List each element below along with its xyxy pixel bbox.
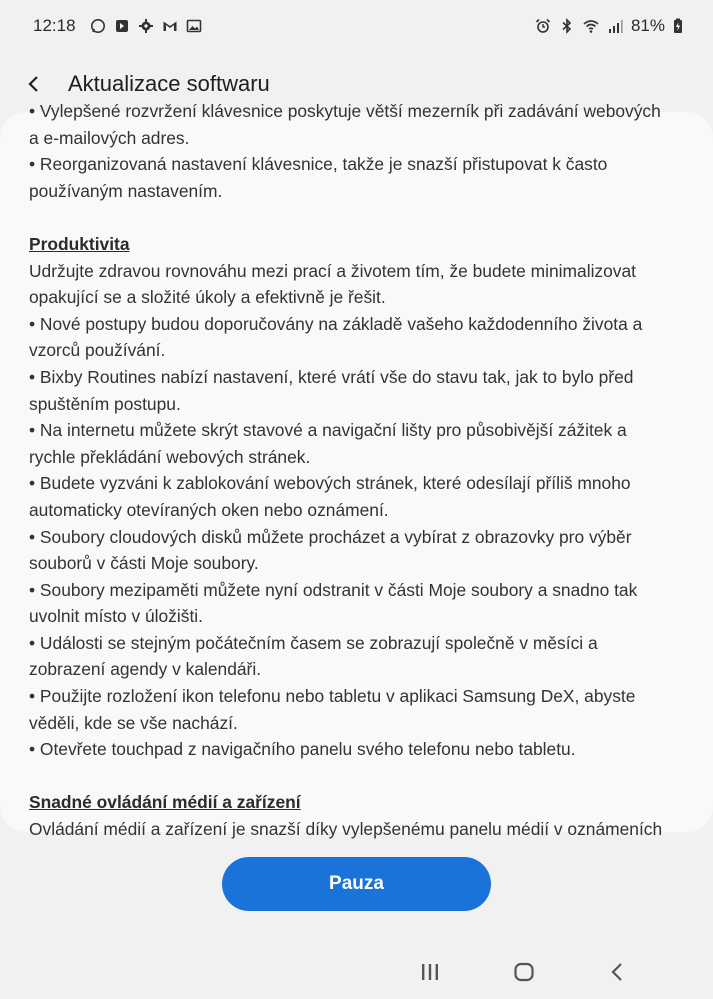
text-line: • Vylepšené rozvržení klávesnice poskytuje větší mezerník při zadávání webových [29, 101, 661, 121]
text-line: opakující se a složité úkoly a efektivně je řešit. [29, 287, 386, 308]
section-heading-media: Snadné ovládání médií a zařízení [29, 792, 301, 813]
text-line: spuštěním postupu. [29, 393, 181, 414]
recent-apps-icon [419, 961, 441, 983]
nav-back-button[interactable] [598, 952, 638, 992]
battery-charging-icon [673, 18, 683, 34]
text-line: • Na internetu můžete skrýt stavové a navigační lišty pro působivější zážitek a [29, 420, 627, 441]
text-line: • Nové postupy budou doporučovány na základě vašeho každodenního života a [29, 313, 643, 334]
release-notes-text [29, 98, 689, 843]
recent-apps-button[interactable] [410, 952, 450, 992]
text-line: souborů v části Moje soubory. [29, 553, 259, 574]
text-line: Udržujte zdravou rovnováhu mezi prací a životem tím, že budete minimalizovat [29, 260, 636, 281]
text-line: • Soubory cloudových disků můžete procházet a vybírat z obrazovky pro výběr [29, 526, 632, 547]
gallery-icon [186, 18, 202, 34]
home-icon [513, 961, 535, 983]
text-line: • Budete vyzváni k zablokování webových stránek, které odesílají příliš mnoho [29, 473, 631, 494]
status-right [535, 16, 683, 36]
text-line: • Soubory mezipaměti můžete nyní odstranit v části Moje soubory a snadno tak [29, 579, 638, 600]
section-heading-productivity: Produktivita [29, 233, 130, 254]
whatsapp-icon [90, 18, 106, 34]
settings-notification-icon [138, 18, 154, 34]
status-time: 12:18 [33, 16, 76, 35]
battery-percent: 81% [630, 16, 665, 35]
alarm-icon [535, 18, 551, 34]
text-line: věděli, kde se vše nachází. [29, 712, 238, 733]
text-line: používaným nastavením. [29, 180, 223, 201]
text-line: automaticky otevíraných oken nebo oznámení. [29, 499, 389, 520]
text-line: a e-mailových adres. [29, 127, 190, 148]
text-line: rychle překládání webových stránek. [29, 446, 311, 467]
status-bar [0, 0, 713, 52]
app-notification-icon [114, 18, 130, 34]
navigation-bar [0, 945, 713, 999]
text-line: • Reorganizovaná nastavení klávesnice, takže je snazší přistupovat k často [29, 154, 608, 175]
text-line: • Otevřete touchpad z navigačního panelu svého telefonu nebo tabletu. [29, 739, 576, 760]
text-line: uvolnit místo v úložišti. [29, 606, 203, 627]
gmail-icon [162, 18, 178, 34]
home-button[interactable] [504, 952, 544, 992]
signal-icon [607, 18, 623, 34]
text-line: • Použijte rozložení ikon telefonu nebo tabletu v aplikaci Samsung DeX, abyste [29, 686, 636, 707]
text-line: zobrazení agendy v kalendáři. [29, 659, 262, 680]
pause-button[interactable]: Pauza [222, 857, 491, 911]
release-notes-card[interactable] [0, 101, 713, 840]
page-title: Aktualizace softwaru [68, 71, 270, 96]
wifi-icon [583, 18, 599, 34]
status-left [33, 16, 202, 36]
text-line: • Bixby Routines nabízí nastavení, které vrátí vše do stavu tak, jak to bylo před [29, 366, 634, 387]
back-arrow-icon [24, 74, 44, 94]
text-line: vzorců používání. [29, 340, 166, 361]
nav-back-icon [607, 961, 629, 983]
bluetooth-icon [559, 18, 575, 34]
text-line: • Události se stejným počátečním časem se zobrazují společně v měsíci a [29, 632, 598, 653]
text-line: Ovládání médií a zařízení je snazší díky vylepšenému panelu médií v oznámeních [29, 819, 663, 840]
